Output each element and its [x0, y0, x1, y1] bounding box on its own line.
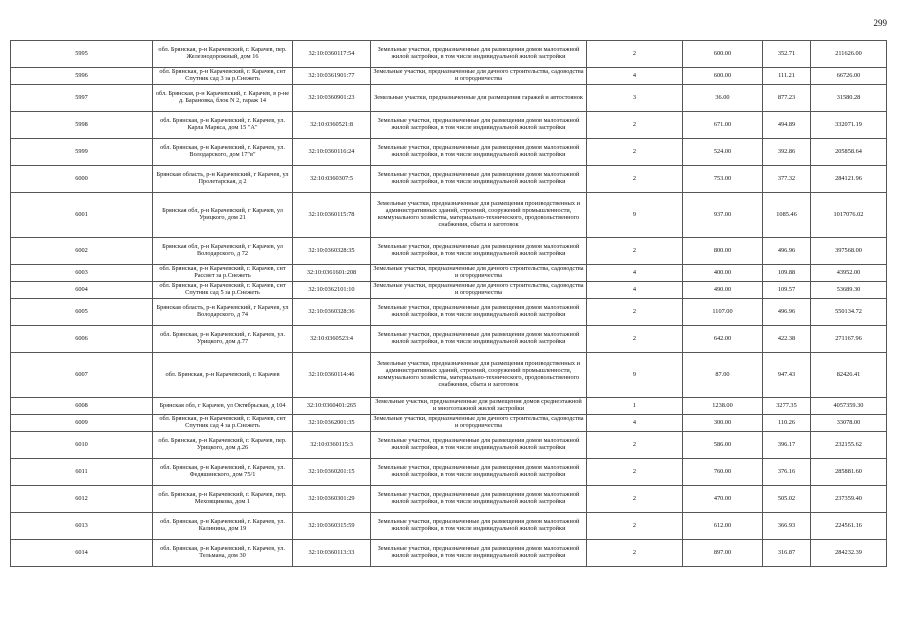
land-use-cell: Земельные участки, предназначенные для дачного строительства, садоводства и огородничества [371, 68, 587, 85]
table-row [11, 112, 887, 139]
address-cell: обл. Брянская, р-н Карачевский, г. Карачев, ул. Тельмана, дом 30 [153, 540, 293, 567]
cadastral-number-cell: 32:10:0360117:54 [293, 41, 371, 68]
cadastral-number-cell: 32:10:0360328:35 [293, 238, 371, 265]
row-number: 6008 [11, 398, 153, 415]
row-number: 6012 [11, 486, 153, 513]
address-cell: Брянская обл, р-н Карачевский, г Карачев, ул Володарского, д 72 [153, 238, 293, 265]
specific-value-cell: 877.23 [763, 85, 811, 112]
cadastral-number-cell: 32:10:0360307:5 [293, 166, 371, 193]
cadastral-number-cell: 32:10:0360521:8 [293, 112, 371, 139]
area-cell: 760.00 [683, 459, 763, 486]
row-number: 6009 [11, 415, 153, 432]
table-row [11, 486, 887, 513]
group-cell: 2 [587, 166, 683, 193]
group-cell: 4 [587, 265, 683, 282]
cadastral-number-cell: 32:10:0360116:24 [293, 139, 371, 166]
cadastral-value-cell: 284121.96 [811, 166, 887, 193]
cadastral-value-cell: 271167.96 [811, 326, 887, 353]
address-cell: обл. Брянская, р-н Карачевский, г. Карачев, ул. Карла Маркса, дом 15 "А" [153, 112, 293, 139]
table-row [11, 353, 887, 398]
address-cell: обл. Брянская, р-н Карачевский, г. Карачев, снт Рассвет за р.Снежеть [153, 265, 293, 282]
table-row [11, 166, 887, 193]
area-cell: 36.00 [683, 85, 763, 112]
land-use-cell: Земельные участки, предназначенные для размещения домов малоэтажной жилой застройки, в том числе индивидуальной жилой застройки [371, 459, 587, 486]
table-row [11, 238, 887, 265]
land-use-cell: Земельные участки, предназначенные для размещения производственных и административных зданий, строений, сооружений промышленности, коммунального хозяйства, материально-технического, продовольственного снабжения, сбыта и заготовок [371, 353, 587, 398]
area-cell: 600.00 [683, 68, 763, 85]
address-cell: обл. Брянская, р-н Карачевский, г. Карачев, ул. Калинина, дом 19 [153, 513, 293, 540]
group-cell: 2 [587, 540, 683, 567]
group-cell: 4 [587, 68, 683, 85]
land-use-cell: Земельные участки, предназначенные для размещения домов малоэтажной жилой застройки, в том числе индивидуальной жилой застройки [371, 166, 587, 193]
cadastral-value-table [10, 40, 887, 567]
specific-value-cell: 396.17 [763, 432, 811, 459]
row-number: 6002 [11, 238, 153, 265]
land-use-cell: Земельные участки, предназначенные для размещения домов малоэтажной жилой застройки, в том числе индивидуальной жилой застройки [371, 112, 587, 139]
specific-value-cell: 3277.35 [763, 398, 811, 415]
row-number: 5999 [11, 139, 153, 166]
area-cell: 800.00 [683, 238, 763, 265]
cadastral-number-cell: 32:10:0360523:4 [293, 326, 371, 353]
specific-value-cell: 1085.46 [763, 193, 811, 238]
cadastral-number-cell: 32:10:0361901:77 [293, 68, 371, 85]
specific-value-cell: 947.43 [763, 353, 811, 398]
table-row [11, 540, 887, 567]
land-use-cell: Земельные участки, предназначенные для размещения производственных и административных зданий, строений, сооружений промышленности, коммунального хозяйства, материально-технического, продовольственного снабжения, сбыта и заготовок [371, 193, 587, 238]
cadastral-number-cell: 32:10:0360115:3 [293, 432, 371, 459]
area-cell: 612.00 [683, 513, 763, 540]
group-cell: 2 [587, 299, 683, 326]
land-use-cell: Земельные участки, предназначенные для размещения домов малоэтажной жилой застройки, в том числе индивидуальной жилой застройки [371, 486, 587, 513]
specific-value-cell: 377.32 [763, 166, 811, 193]
cadastral-value-cell: 211626.00 [811, 41, 887, 68]
group-cell: 2 [587, 139, 683, 166]
table-row [11, 432, 887, 459]
group-cell: 2 [587, 486, 683, 513]
address-cell: обл. Брянская, р-н Карачевский, г. Карачев, ул. Володарского, дом 17"в" [153, 139, 293, 166]
specific-value-cell: 316.87 [763, 540, 811, 567]
group-cell: 1 [587, 398, 683, 415]
cadastral-number-cell: 32:10:0360901:23 [293, 85, 371, 112]
area-cell: 1238.00 [683, 398, 763, 415]
address-cell: обл. Брянская, р-н Карачевский, г. Карачев, снт Спутник сад 3 за р.Снежеть [153, 68, 293, 85]
address-cell: обл. Брянская, р-н Карачевский, г. Карачев, пер. Урицкого, дом д.26 [153, 432, 293, 459]
specific-value-cell: 422.38 [763, 326, 811, 353]
specific-value-cell: 109.88 [763, 265, 811, 282]
cadastral-value-cell: 205858.64 [811, 139, 887, 166]
cadastral-number-cell: 32:10:0360301:29 [293, 486, 371, 513]
group-cell: 2 [587, 432, 683, 459]
address-cell: Брянская область, р-н Карачевский, г Карачев, ул Пролетарская, д 2 [153, 166, 293, 193]
specific-value-cell: 352.71 [763, 41, 811, 68]
specific-value-cell: 496.96 [763, 299, 811, 326]
row-number: 6007 [11, 353, 153, 398]
cadastral-value-cell: 397568.00 [811, 238, 887, 265]
cadastral-value-cell: 224561.16 [811, 513, 887, 540]
specific-value-cell: 494.89 [763, 112, 811, 139]
table-row [11, 193, 887, 238]
group-cell: 2 [587, 238, 683, 265]
table-row [11, 265, 887, 282]
table-row [11, 459, 887, 486]
table-row [11, 513, 887, 540]
area-cell: 1107.00 [683, 299, 763, 326]
cadastral-number-cell: 32:10:0360115:78 [293, 193, 371, 238]
cadastral-number-cell: 32:10:0360201:15 [293, 459, 371, 486]
land-use-cell: Земельные участки, предназначенные для размещения домов малоэтажной жилой застройки, в том числе индивидуальной жилой застройки [371, 326, 587, 353]
land-use-cell: Земельные участки, предназначенные для размещения домов малоэтажной жилой застройки, в том числе индивидуальной жилой застройки [371, 432, 587, 459]
group-cell: 4 [587, 415, 683, 432]
cadastral-value-cell: 550134.72 [811, 299, 887, 326]
address-cell: Брянская обл, р-н Карачевский, г Карачев, ул Урицкого, дом 21 [153, 193, 293, 238]
cadastral-number-cell: 32:10:0361601:208 [293, 265, 371, 282]
row-number: 6014 [11, 540, 153, 567]
area-cell: 937.00 [683, 193, 763, 238]
specific-value-cell: 392.86 [763, 139, 811, 166]
cadastral-value-cell: 53689.30 [811, 282, 887, 299]
row-number: 6000 [11, 166, 153, 193]
table-row [11, 415, 887, 432]
group-cell: 9 [587, 193, 683, 238]
row-number: 5996 [11, 68, 153, 85]
row-number: 6006 [11, 326, 153, 353]
land-use-cell: Земельные участки, предназначенные для дачного строительства, садоводства и огородничества [371, 282, 587, 299]
land-use-cell: Земельные участки, предназначенные для размещения домов малоэтажной жилой застройки, в том числе индивидуальной жилой застройки [371, 41, 587, 68]
land-use-cell: Земельные участки, предназначенные для размещения домов малоэтажной жилой застройки, в том числе индивидуальной жилой застройки [371, 238, 587, 265]
land-use-cell: Земельные участки, предназначенные для размещения домов среднеэтажной и многоэтажной жилой застройки [371, 398, 587, 415]
address-cell: обл. Брянская, р-н Карачевский, г. Карачев, ул. Федяшинского, дом 75/1 [153, 459, 293, 486]
address-cell: Брянская обл, г Карачев, ул Октябрьская, д 104 [153, 398, 293, 415]
cadastral-value-cell: 332071.19 [811, 112, 887, 139]
cadastral-value-cell: 43952.00 [811, 265, 887, 282]
cadastral-number-cell: 32:10:0360315:59 [293, 513, 371, 540]
cadastral-value-cell: 31580.28 [811, 85, 887, 112]
row-number: 6001 [11, 193, 153, 238]
group-cell: 3 [587, 85, 683, 112]
address-cell: обл. Брянская, р-н Карачевский, г. Карачев, снт Спутник сад 4 за р.Снежеть [153, 415, 293, 432]
land-use-cell: Земельные участки, предназначенные для размещения домов малоэтажной жилой застройки, в том числе индивидуальной жилой застройки [371, 139, 587, 166]
area-cell: 600.00 [683, 41, 763, 68]
row-number: 6004 [11, 282, 153, 299]
cadastral-value-cell: 33078.00 [811, 415, 887, 432]
cadastral-value-cell: 284232.39 [811, 540, 887, 567]
address-cell: обл. Брянская, р-н Карачевский, г. Карачев, в р-не д. Барановка, блок N 2, гараж 14 [153, 85, 293, 112]
cadastral-number-cell: 32:10:0360328:36 [293, 299, 371, 326]
specific-value-cell: 111.21 [763, 68, 811, 85]
cadastral-value-cell: 232155.62 [811, 432, 887, 459]
row-number: 6011 [11, 459, 153, 486]
group-cell: 2 [587, 513, 683, 540]
specific-value-cell: 366.93 [763, 513, 811, 540]
row-number: 5995 [11, 41, 153, 68]
land-use-cell: Земельные участки, предназначенные для размещения домов малоэтажной жилой застройки, в том числе индивидуальной жилой застройки [371, 513, 587, 540]
area-cell: 642.00 [683, 326, 763, 353]
specific-value-cell: 505.02 [763, 486, 811, 513]
cadastral-number-cell: 32:10:0360401:265 [293, 398, 371, 415]
table-row [11, 299, 887, 326]
cadastral-value-cell: 66726.00 [811, 68, 887, 85]
group-cell: 2 [587, 326, 683, 353]
table-row [11, 139, 887, 166]
row-number: 6003 [11, 265, 153, 282]
group-cell: 4 [587, 282, 683, 299]
address-cell: обл. Брянская, р-н Карачевский, г. Карачев, пер. Меховщикова, дом 1 [153, 486, 293, 513]
area-cell: 490.00 [683, 282, 763, 299]
group-cell: 2 [587, 41, 683, 68]
land-use-cell: Земельные участки, предназначенные для размещения домов малоэтажной жилой застройки, в том числе индивидуальной жилой застройки [371, 540, 587, 567]
area-cell: 400.00 [683, 265, 763, 282]
table-row [11, 326, 887, 353]
address-cell: обл. Брянская, р-н Карачевский, г. Карачев, ул. Урицкого, дом д.77 [153, 326, 293, 353]
area-cell: 300.00 [683, 415, 763, 432]
cadastral-value-cell: 285881.60 [811, 459, 887, 486]
cadastral-number-cell: 32:10:0362001:35 [293, 415, 371, 432]
table-row [11, 398, 887, 415]
area-cell: 470.00 [683, 486, 763, 513]
land-use-cell: Земельные участки, предназначенные для дачного строительства, садоводства и огородничества [371, 265, 587, 282]
table-row [11, 282, 887, 299]
table-row [11, 85, 887, 112]
address-cell: обл. Брянская, р-н Карачевский, г. Карачев, снт Спутник сад 5 за р.Снежеть [153, 282, 293, 299]
row-number: 6005 [11, 299, 153, 326]
page-number: 299 [873, 18, 887, 28]
address-cell: обл. Брянская, р-н Карачевский, г. Карачев, пер. Железнодорожный, дом 16 [153, 41, 293, 68]
specific-value-cell: 496.96 [763, 238, 811, 265]
group-cell: 2 [587, 112, 683, 139]
specific-value-cell: 110.26 [763, 415, 811, 432]
land-use-cell: Земельные участки, предназначенные для размещения гаражей и автостоянок [371, 85, 587, 112]
area-cell: 524.00 [683, 139, 763, 166]
cadastral-number-cell: 32:10:0360114:46 [293, 353, 371, 398]
cadastral-value-cell: 4057359.30 [811, 398, 887, 415]
cadastral-number-cell: 32:10:0362101:10 [293, 282, 371, 299]
address-cell: Брянская область, р-н Карачевский, г Карачев, ул Володарского, д 74 [153, 299, 293, 326]
land-use-cell: Земельные участки, предназначенные для размещения домов малоэтажной жилой застройки, в том числе индивидуальной жилой застройки [371, 299, 587, 326]
address-cell: обл. Брянская, р-н Карачевский, г. Карачев [153, 353, 293, 398]
cadastral-value-cell: 82426.41 [811, 353, 887, 398]
area-cell: 753.00 [683, 166, 763, 193]
cadastral-number-cell: 32:10:0360113:33 [293, 540, 371, 567]
table-body [11, 41, 887, 567]
row-number: 6010 [11, 432, 153, 459]
table-row [11, 68, 887, 85]
group-cell: 2 [587, 459, 683, 486]
area-cell: 671.00 [683, 112, 763, 139]
row-number: 6013 [11, 513, 153, 540]
land-use-cell: Земельные участки, предназначенные для дачного строительства, садоводства и огородничества [371, 415, 587, 432]
area-cell: 586.00 [683, 432, 763, 459]
cadastral-value-cell: 237359.40 [811, 486, 887, 513]
area-cell: 897.00 [683, 540, 763, 567]
area-cell: 87.00 [683, 353, 763, 398]
specific-value-cell: 376.16 [763, 459, 811, 486]
row-number: 5997 [11, 85, 153, 112]
specific-value-cell: 109.57 [763, 282, 811, 299]
table-row [11, 41, 887, 68]
group-cell: 9 [587, 353, 683, 398]
cadastral-value-cell: 1017076.02 [811, 193, 887, 238]
row-number: 5998 [11, 112, 153, 139]
